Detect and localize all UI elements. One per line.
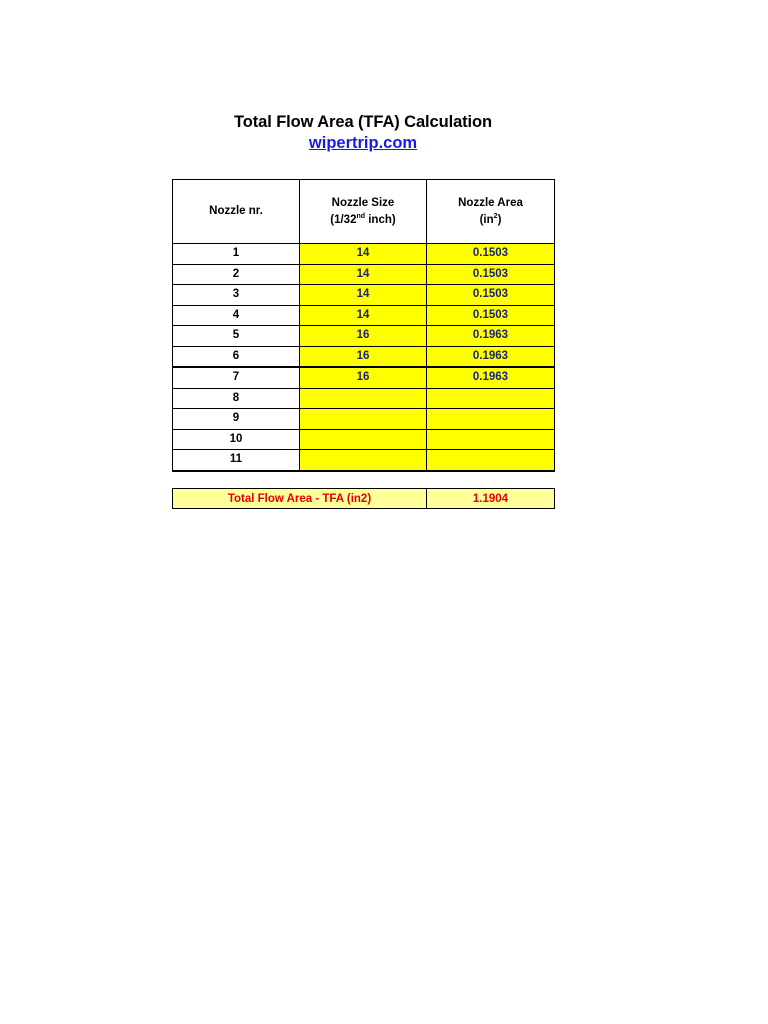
column-header-nozzle-nr xyxy=(173,180,300,244)
table-row xyxy=(173,305,555,326)
nozzle-number: 2 xyxy=(173,264,300,285)
nozzle-number: 5 xyxy=(173,326,300,347)
nozzle-size-cell[interactable] xyxy=(300,388,427,409)
total-flow-area-table xyxy=(172,488,555,509)
nozzle-area-cell: 0.1963 xyxy=(427,346,555,367)
nozzle-table xyxy=(172,179,555,472)
nozzle-size-cell[interactable]: 16 xyxy=(300,346,427,367)
column-header-unit: inch) xyxy=(365,213,396,226)
nozzle-area-cell: 0.1503 xyxy=(427,264,555,285)
table-row xyxy=(173,244,555,265)
nozzle-size-cell[interactable]: 14 xyxy=(300,244,427,265)
nozzle-number: 10 xyxy=(173,429,300,450)
table-row xyxy=(173,409,555,430)
nozzle-size-cell[interactable]: 16 xyxy=(300,326,427,347)
table-row xyxy=(173,388,555,409)
table-row xyxy=(173,429,555,450)
nozzle-number: 6 xyxy=(173,346,300,367)
nozzle-number: 1 xyxy=(173,244,300,265)
nozzle-number: 11 xyxy=(173,450,300,471)
table-row xyxy=(173,264,555,285)
nozzle-area-cell xyxy=(427,409,555,430)
nozzle-area-cell xyxy=(427,429,555,450)
nozzle-size-cell[interactable]: 14 xyxy=(300,264,427,285)
column-header-label: Nozzle Area xyxy=(458,196,523,209)
superscript: nd xyxy=(356,212,366,220)
nozzle-area-cell: 0.1963 xyxy=(427,367,555,388)
nozzle-size-cell[interactable]: 14 xyxy=(300,285,427,306)
page-title: Total Flow Area (TFA) Calculation xyxy=(234,113,492,131)
superscript: 2 xyxy=(493,212,498,220)
website-link[interactable]: wipertrip.com xyxy=(308,134,418,152)
nozzle-size-cell[interactable] xyxy=(300,429,427,450)
column-header-unit: ) xyxy=(497,213,502,226)
column-header-label: Nozzle nr. xyxy=(209,205,263,217)
nozzle-area-cell xyxy=(427,450,555,471)
nozzle-size-cell[interactable] xyxy=(300,409,427,430)
nozzle-size-cell[interactable]: 16 xyxy=(300,367,427,388)
nozzle-number: 7 xyxy=(173,367,300,388)
table-row xyxy=(173,450,555,471)
total-label: Total Flow Area - TFA (in2) xyxy=(173,489,427,509)
column-header-nozzle-size xyxy=(300,180,427,244)
nozzle-area-cell: 0.1503 xyxy=(427,244,555,265)
nozzle-number: 8 xyxy=(173,388,300,409)
total-value: 1.1904 xyxy=(427,489,555,509)
nozzle-size-cell[interactable] xyxy=(300,450,427,471)
column-header-unit: (1/32 xyxy=(330,213,357,226)
column-header-nozzle-area xyxy=(427,180,555,244)
nozzle-size-cell[interactable]: 14 xyxy=(300,305,427,326)
total-row xyxy=(173,489,555,509)
nozzle-area-cell xyxy=(427,388,555,409)
nozzle-area-cell: 0.1503 xyxy=(427,305,555,326)
nozzle-area-cell: 0.1503 xyxy=(427,285,555,306)
table-row xyxy=(173,367,555,388)
table-header-row xyxy=(173,180,555,244)
nozzle-number: 9 xyxy=(173,409,300,430)
table-row xyxy=(173,346,555,367)
table-row xyxy=(173,326,555,347)
nozzle-number: 3 xyxy=(173,285,300,306)
column-header-label: Nozzle Size xyxy=(331,196,395,209)
column-header-unit: (in xyxy=(479,213,494,226)
nozzle-area-cell: 0.1963 xyxy=(427,326,555,347)
nozzle-number: 4 xyxy=(173,305,300,326)
table-row xyxy=(173,285,555,306)
